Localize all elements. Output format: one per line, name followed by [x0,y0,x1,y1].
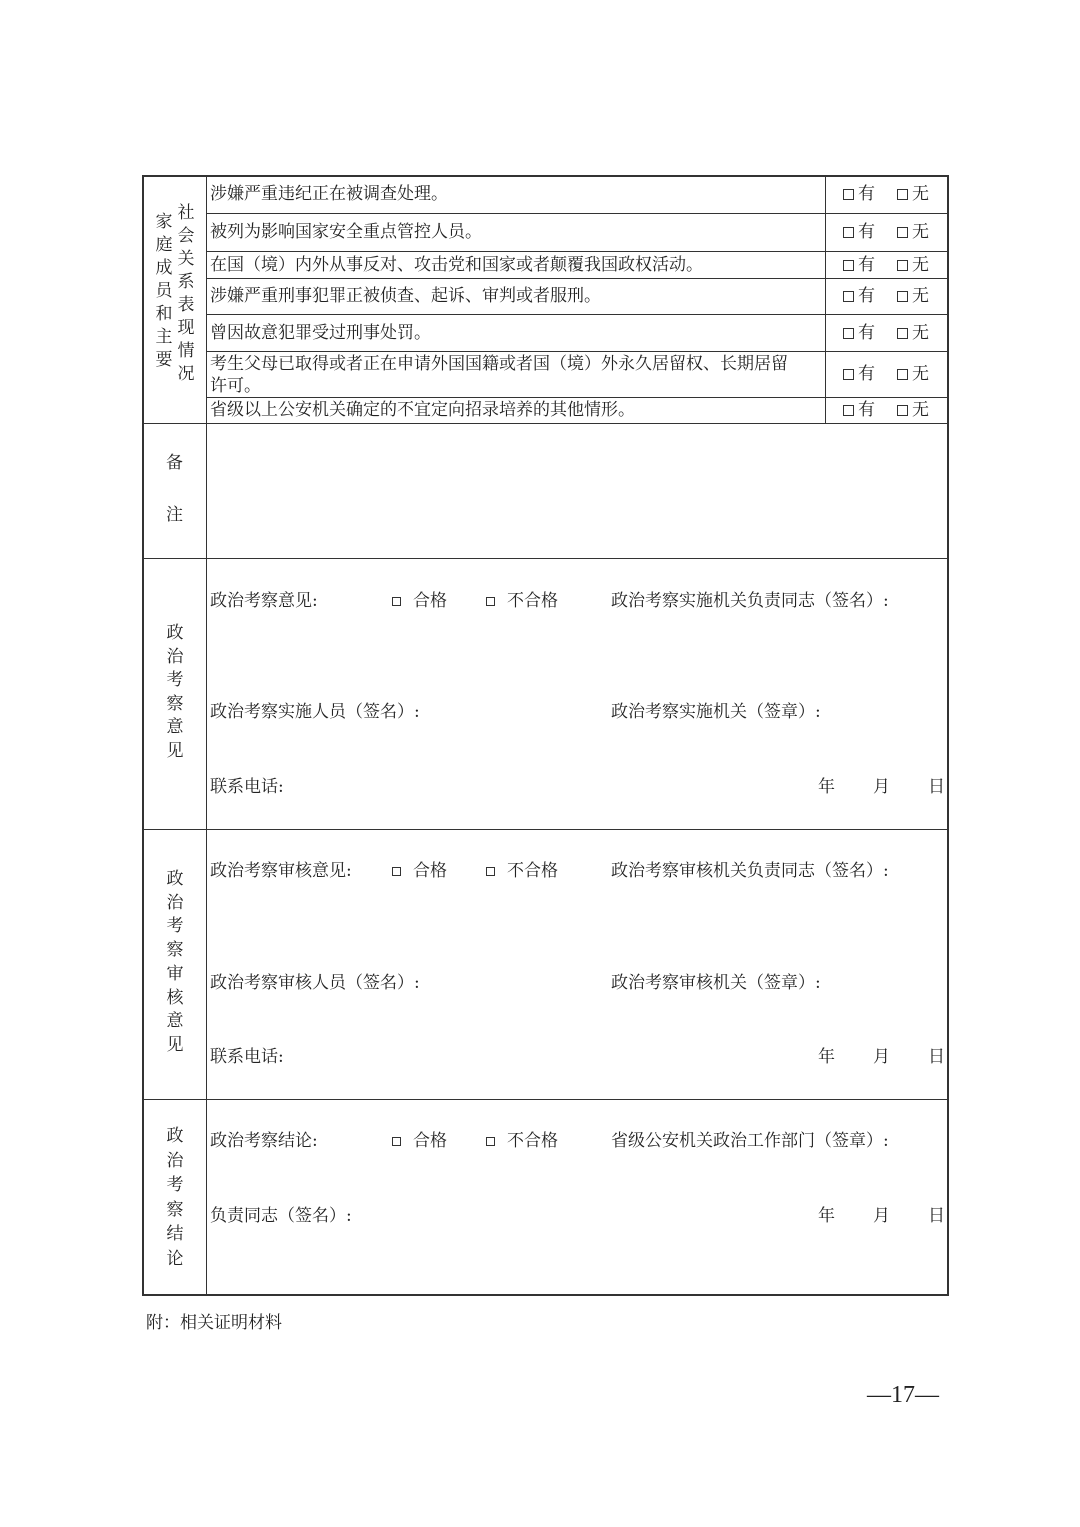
section-divider [142,1099,949,1100]
opinion-title: 政治考察意见: [210,591,318,611]
checkbox-icon [843,260,854,271]
review-year: 年 [818,1047,835,1067]
conclusion-year: 年 [818,1206,835,1226]
option-no[interactable]: 无 [897,400,929,420]
opinion-staff-signature: 政治考察实施人员（签名）: [210,702,420,722]
checkbox-icon [392,1137,401,1146]
conclusion-month: 月 [873,1206,890,1226]
row-divider [206,397,949,398]
row-divider [206,213,949,214]
conclusion-leader-signature: 负责同志（签名）: [210,1206,352,1226]
check-item-6-line1: 考生父母已取得或者正在申请外国国籍或者国（境）外永久居留权、长期居留 [210,354,788,374]
option-no[interactable]: 无 [897,184,929,204]
checkbox-icon [486,597,495,606]
opinion-org-seal: 政治考察实施机关（签章）: [611,702,821,722]
option-yes[interactable]: 有 [843,184,875,204]
checkbox-icon [897,328,908,339]
option-yes[interactable]: 有 [843,255,875,275]
row-divider [206,278,949,279]
form-table [142,175,949,1296]
review-staff-signature: 政治考察审核人员（签名）: [210,973,420,993]
section-divider [142,423,949,424]
checkbox-icon [843,405,854,416]
opinion-day: 日 [928,777,945,797]
conclusion-dept-seal: 省级公安机关政治工作部门（签章）: [611,1131,889,1151]
remarks-field[interactable] [208,425,947,557]
checkbox-icon [843,328,854,339]
option-no[interactable]: 无 [897,255,929,275]
option-no[interactable]: 无 [897,286,929,306]
row-divider [206,314,949,315]
row-divider [206,351,949,352]
option-yes[interactable]: 有 [843,364,875,384]
checkbox-icon [392,597,401,606]
opinion-fail-option[interactable]: 不合格 [486,591,558,611]
check-item-3: 在国（境）内外从事反对、攻击党和国家或者颠覆我国政权活动。 [210,255,703,275]
conclusion-section-label: 政治考察结论 [166,1126,184,1269]
opinion-year: 年 [818,777,835,797]
conclusion-day: 日 [928,1206,945,1226]
check-item-1: 涉嫌严重违纪正在被调查处理。 [210,184,448,204]
option-yes[interactable]: 有 [843,400,875,420]
checkbox-icon [897,227,908,238]
row-divider [206,251,949,252]
remarks-label-2: 注 [166,505,183,525]
check-item-6-line2: 许可。 [210,376,261,396]
attachment-note: 附：相关证明材料 [146,1313,282,1333]
page-number: —17— [867,1382,939,1408]
section-divider [142,558,949,559]
checkbox-icon [897,405,908,416]
review-day: 日 [928,1047,945,1067]
review-month: 月 [873,1047,890,1067]
review-section-label: 政治考察审核意见 [166,869,184,1055]
checkbox-icon [392,867,401,876]
opinion-section-label: 政治考察意见 [166,623,184,761]
opinion-pass-option[interactable]: 合格 [392,591,447,611]
option-yes[interactable]: 有 [843,323,875,343]
check-item-5: 曾因故意犯罪受过刑事处罚。 [210,323,431,343]
option-no[interactable]: 无 [897,323,929,343]
checkbox-icon [843,227,854,238]
section-label-family: 家庭成员和主要 [155,212,173,370]
conclusion-fail-option[interactable]: 不合格 [486,1131,558,1151]
review-org-seal: 政治考察审核机关（签章）: [611,973,821,993]
option-yes[interactable]: 有 [843,222,875,242]
section-label-social: 社会关系表现情况 [177,203,195,384]
check-item-4: 涉嫌严重刑事犯罪正被侦查、起诉、审判或者服刑。 [210,286,601,306]
checkbox-icon [897,189,908,200]
review-fail-option[interactable]: 不合格 [486,861,558,881]
checkbox-icon [897,291,908,302]
review-leader-signature: 政治考察审核机关负责同志（签名）: [611,861,889,881]
checkbox-icon [843,291,854,302]
checkbox-icon [486,867,495,876]
opinion-phone: 联系电话: [210,777,284,797]
col-divider-label [206,175,207,1296]
checkbox-icon [897,260,908,271]
review-title: 政治考察审核意见: [210,861,352,881]
option-yes[interactable]: 有 [843,286,875,306]
section-divider [142,829,949,830]
review-phone: 联系电话: [210,1047,284,1067]
check-item-2: 被列为影响国家安全重点管控人员。 [210,222,482,242]
checkbox-icon [843,189,854,200]
option-no[interactable]: 无 [897,222,929,242]
option-no[interactable]: 无 [897,364,929,384]
conclusion-title: 政治考察结论: [210,1131,318,1151]
remarks-label-1: 备 [166,453,183,473]
opinion-month: 月 [873,777,890,797]
conclusion-pass-option[interactable]: 合格 [392,1131,447,1151]
checkbox-icon [486,1137,495,1146]
review-pass-option[interactable]: 合格 [392,861,447,881]
checkbox-icon [897,369,908,380]
opinion-leader-signature: 政治考察实施机关负责同志（签名）: [611,591,889,611]
checkbox-icon [843,369,854,380]
check-item-7: 省级以上公安机关确定的不宜定向招录培养的其他情形。 [210,400,635,420]
